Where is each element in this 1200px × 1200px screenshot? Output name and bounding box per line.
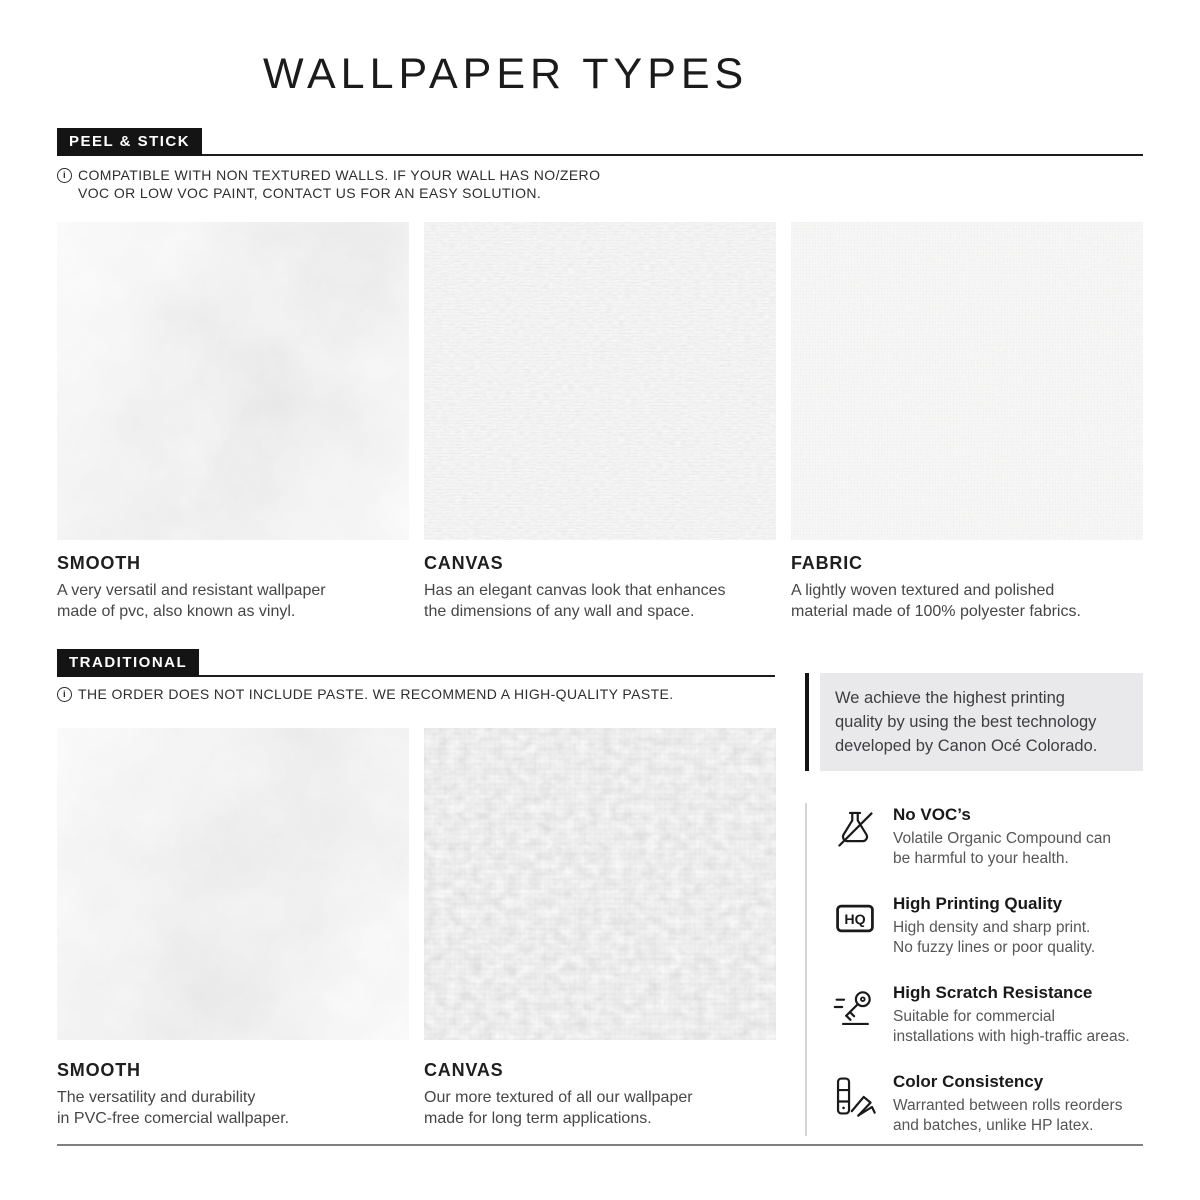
traditional-swatch-grid xyxy=(57,728,776,1129)
smooth-texture xyxy=(57,728,409,1040)
swatch-image-smooth xyxy=(57,728,409,1040)
footer-divider xyxy=(57,1144,1143,1146)
desc-line: High density and sharp print. xyxy=(893,919,1091,936)
desc-line: be harmful to your health. xyxy=(893,850,1069,867)
desc-line: in PVC-free comercial wallpaper. xyxy=(57,1110,290,1127)
quote-line: developed by Canon Océ Colorado. xyxy=(835,737,1098,755)
desc-line: Our more textured of all our wallpaper xyxy=(424,1089,693,1106)
fabric-texture xyxy=(791,222,1143,540)
desc-line: A lightly woven textured and polished xyxy=(791,582,1055,599)
feature-list xyxy=(805,803,1150,1136)
info-icon: i xyxy=(57,687,72,702)
side-panel xyxy=(805,673,1150,1136)
swatch-card-peel-smooth xyxy=(57,222,409,622)
note-line: VOC OR LOW VOC PAINT, CONTACT US FOR AN EASY SOLUTION. xyxy=(78,184,542,201)
section-header-peel-stick xyxy=(57,128,1143,156)
info-icon: i xyxy=(57,168,72,183)
section-header-traditional xyxy=(57,649,775,677)
desc-line: Warranted between rolls reorders xyxy=(893,1097,1123,1114)
desc-line: No fuzzy lines or poor quality. xyxy=(893,939,1096,956)
desc-line: material made of 100% polyester fabrics. xyxy=(791,603,1081,620)
feature-text xyxy=(893,894,1095,958)
swatch-description xyxy=(57,1087,409,1129)
feature-title: Color Consistency xyxy=(893,1072,1044,1091)
note-peel-stick xyxy=(57,167,600,202)
swatch-description xyxy=(57,580,409,622)
section-badge-peel-stick: PEEL & STICK xyxy=(57,128,202,156)
hq-letters: HQ xyxy=(844,911,866,928)
feature-text xyxy=(893,805,1111,869)
feature-item-high-scratch-resistance xyxy=(833,983,1150,1047)
desc-line: A very versatil and resistant wallpaper xyxy=(57,582,326,599)
color-swatches-icon xyxy=(833,1072,879,1136)
quote-line: We achieve the highest printing xyxy=(835,689,1065,707)
swatch-description xyxy=(424,1087,776,1129)
swatch-image-canvas xyxy=(424,222,776,540)
swatch-card-peel-canvas xyxy=(424,222,776,622)
canvas-texture xyxy=(424,222,776,540)
section-badge-traditional: TRADITIONAL xyxy=(57,649,199,677)
swatch-image-fabric xyxy=(791,222,1143,540)
peel-stick-swatch-grid xyxy=(57,222,1143,622)
feature-item-high-printing-quality xyxy=(833,894,1150,958)
feature-text xyxy=(893,983,1130,1047)
swatch-label: SMOOTH xyxy=(57,553,141,573)
scratch-key-icon xyxy=(833,983,879,1047)
swatch-card-peel-fabric xyxy=(791,222,1143,622)
quote-text xyxy=(820,673,1143,771)
smooth-texture xyxy=(57,222,409,540)
desc-line: The versatility and durability xyxy=(57,1089,256,1106)
feature-description xyxy=(893,1007,1130,1047)
feature-description xyxy=(893,918,1095,958)
no-voc-flask-icon xyxy=(833,805,879,869)
feature-item-no-vocs xyxy=(833,805,1150,869)
desc-line: the dimensions of any wall and space. xyxy=(424,603,695,620)
section-rule-traditional xyxy=(199,675,775,677)
canvas-texture xyxy=(424,728,776,1040)
page-title: WALLPAPER TYPES xyxy=(263,50,749,98)
swatch-image-canvas xyxy=(424,728,776,1040)
swatch-card-traditional-canvas xyxy=(424,728,776,1129)
feature-description xyxy=(893,1096,1122,1136)
desc-line: installations with high-traffic areas. xyxy=(893,1028,1130,1045)
quote-panel xyxy=(805,673,1143,771)
feature-title: High Printing Quality xyxy=(893,894,1063,913)
swatch-label: FABRIC xyxy=(791,553,863,573)
section-rule-peel-stick xyxy=(202,154,1143,156)
quote-line: quality by using the best technology xyxy=(835,713,1097,731)
note-traditional xyxy=(57,686,674,704)
feature-description xyxy=(893,829,1111,869)
swatch-label: SMOOTH xyxy=(57,1060,141,1080)
desc-line: and batches, unlike HP latex. xyxy=(893,1117,1094,1134)
desc-line: made of pvc, also known as vinyl. xyxy=(57,603,296,620)
swatch-description xyxy=(791,580,1143,622)
feature-text xyxy=(893,1072,1122,1136)
desc-line: made for long term applications. xyxy=(424,1110,652,1127)
swatch-description xyxy=(424,580,776,622)
note-line: COMPATIBLE WITH NON TEXTURED WALLS. IF YOUR WALL HAS NO/ZERO xyxy=(78,167,601,183)
desc-line: Suitable for commercial xyxy=(893,1008,1055,1025)
feature-item-color-consistency xyxy=(833,1072,1150,1136)
feature-title: High Scratch Resistance xyxy=(893,983,1093,1002)
swatch-card-traditional-smooth xyxy=(57,728,409,1129)
swatch-image-smooth xyxy=(57,222,409,540)
swatch-label: CANVAS xyxy=(424,553,504,573)
quote-accent-bar xyxy=(805,673,809,771)
hq-badge-icon xyxy=(833,894,879,958)
note-line: THE ORDER DOES NOT INCLUDE PASTE. WE RECOMMEND A HIGH-QUALITY PASTE. xyxy=(78,686,674,702)
desc-line: Volatile Organic Compound can xyxy=(893,830,1111,847)
feature-title: No VOC’s xyxy=(893,805,971,824)
desc-line: Has an elegant canvas look that enhances xyxy=(424,582,726,599)
swatch-label: CANVAS xyxy=(424,1060,504,1080)
